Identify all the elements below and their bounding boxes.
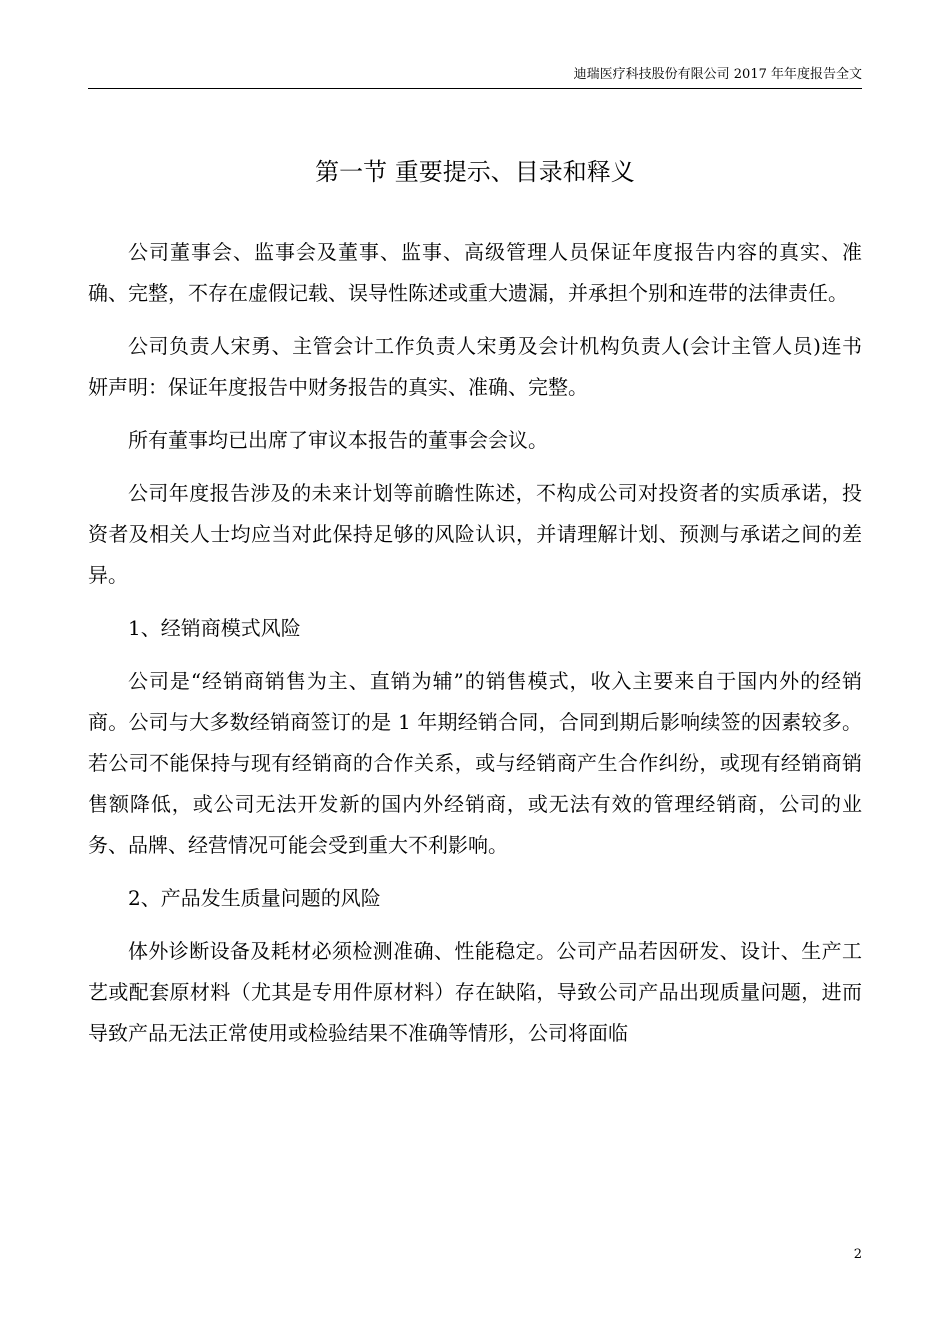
page-number: 2 [853, 1247, 862, 1262]
section-title: 第一节 重要提示、目录和释义 [315, 158, 635, 186]
paragraph-quality-risk: 体外诊断设备及耗材必须检测准确、性能稳定。公司产品若因研发、设计、生产工艺或配套原材料（尤其是专用件原材料）存在缺陷，导致公司产品出现质量问题，进而导致产品无法正常使用或检验结果不准确等情形，公司将面临 [88, 939, 862, 1045]
body-text [88, 232, 862, 1066]
page-header [88, 66, 862, 89]
heading-distributor-risk: 1、经销商模式风险 [128, 616, 301, 640]
header-title: 迪瑞医疗科技股份有限公司 2017 年年度报告全文 [573, 67, 862, 82]
paragraph-attendance: 所有董事均已出席了审议本报告的董事会会议。 [128, 428, 548, 452]
paragraph-responsibility: 公司董事会、监事会及董事、监事、高级管理人员保证年度报告内容的真实、准确、完整，不存在虚假记载、误导性陈述或重大遗漏，并承担个别和连带的法律责任。 [88, 240, 862, 305]
paragraph-distributor-risk: 公司是“经销商销售为主、直销为辅”的销售模式，收入主要来自于国内外的经销商。公司与大多数经销商签订的是 1 年期经销合同，合同到期后影响续签的因素较多。若公司不能保持与现有经销商的合作关系，或与经销商产生合作纠纷，或现有经销商销售额降低，或公司无法开发新的国内外经销商，或无法有效的管理经销商，公司的业务、品牌、经营情况可能会受到重大不利影响。 [88, 669, 862, 857]
paragraph-declaration: 公司负责人宋勇、主管会计工作负责人宋勇及会计机构负责人(会计主管人员)连书妍声明：保证年度报告中财务报告的真实、准确、完整。 [88, 334, 862, 399]
paragraph-forward-looking: 公司年度报告涉及的未来计划等前瞻性陈述，不构成公司对投资者的实质承诺，投资者及相关人士均应当对此保持足够的风险认识，并请理解计划、预测与承诺之间的差异。 [88, 481, 862, 587]
heading-quality-risk: 2、产品发生质量问题的风险 [128, 886, 381, 910]
